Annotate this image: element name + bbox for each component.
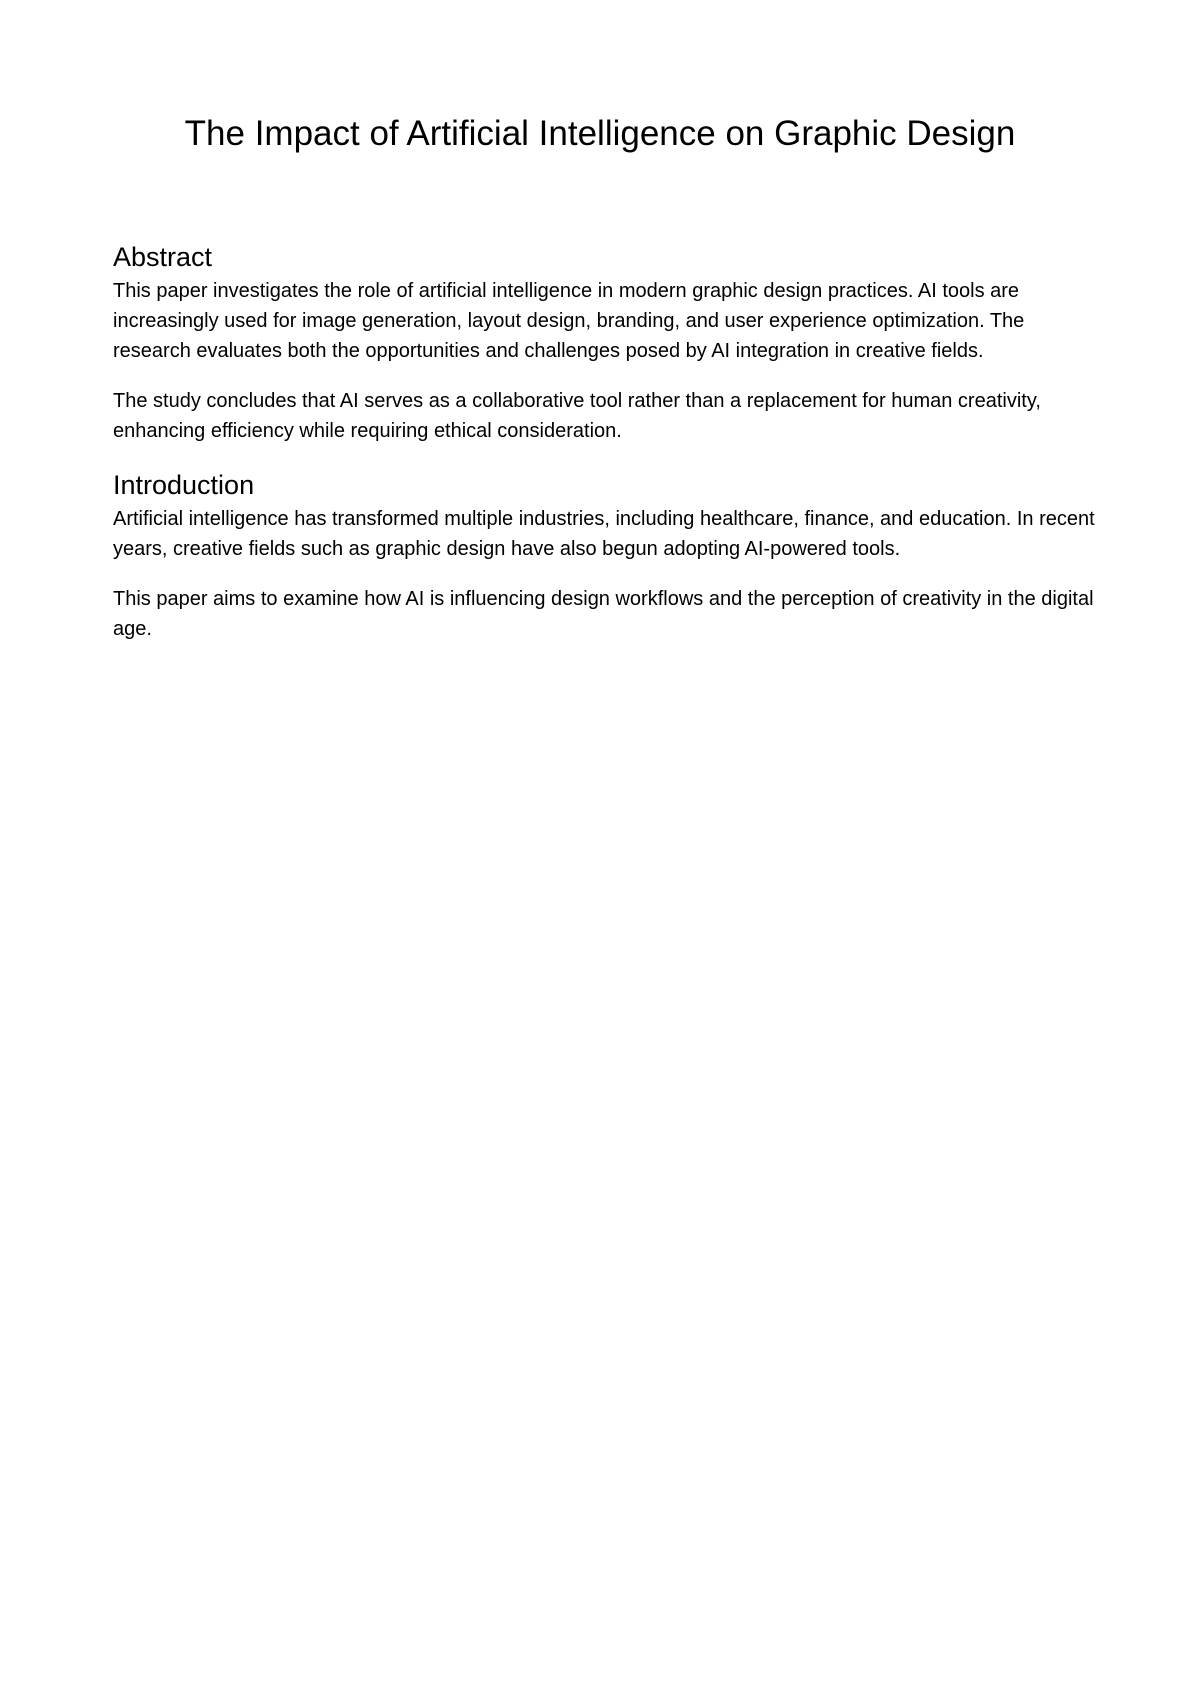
section-introduction (113, 468, 1103, 644)
section-heading-abstract: Abstract (113, 242, 213, 272)
document-title: The Impact of Artificial Intelligence on Graphic Design (184, 114, 1016, 153)
introduction-paragraph-2: This paper aims to examine how AI is influencing design workflows and the perception of creativity in the digital age. (113, 588, 1094, 640)
introduction-paragraph-1: Artificial intelligence has transformed multiple industries, including healthcare, finance, and education. In recent years, creative fields such as graphic design have also begun adopting AI-powered tools. (113, 508, 1095, 560)
abstract-paragraph-2: The study concludes that AI serves as a collaborative tool rather than a replacement for human creativity, enhancing efficiency while requiring ethical consideration. (113, 390, 1041, 442)
section-heading-introduction: Introduction (113, 470, 255, 500)
document-body (113, 240, 1103, 666)
abstract-paragraph-1: This paper investigates the role of artificial intelligence in modern graphic design practices. AI tools are increasingly used for image generation, layout design, branding, and user experience optimization. The research evaluates both the opportunities and challenges posed by AI integration in creative fields. (113, 280, 1025, 362)
section-abstract (113, 240, 1103, 446)
